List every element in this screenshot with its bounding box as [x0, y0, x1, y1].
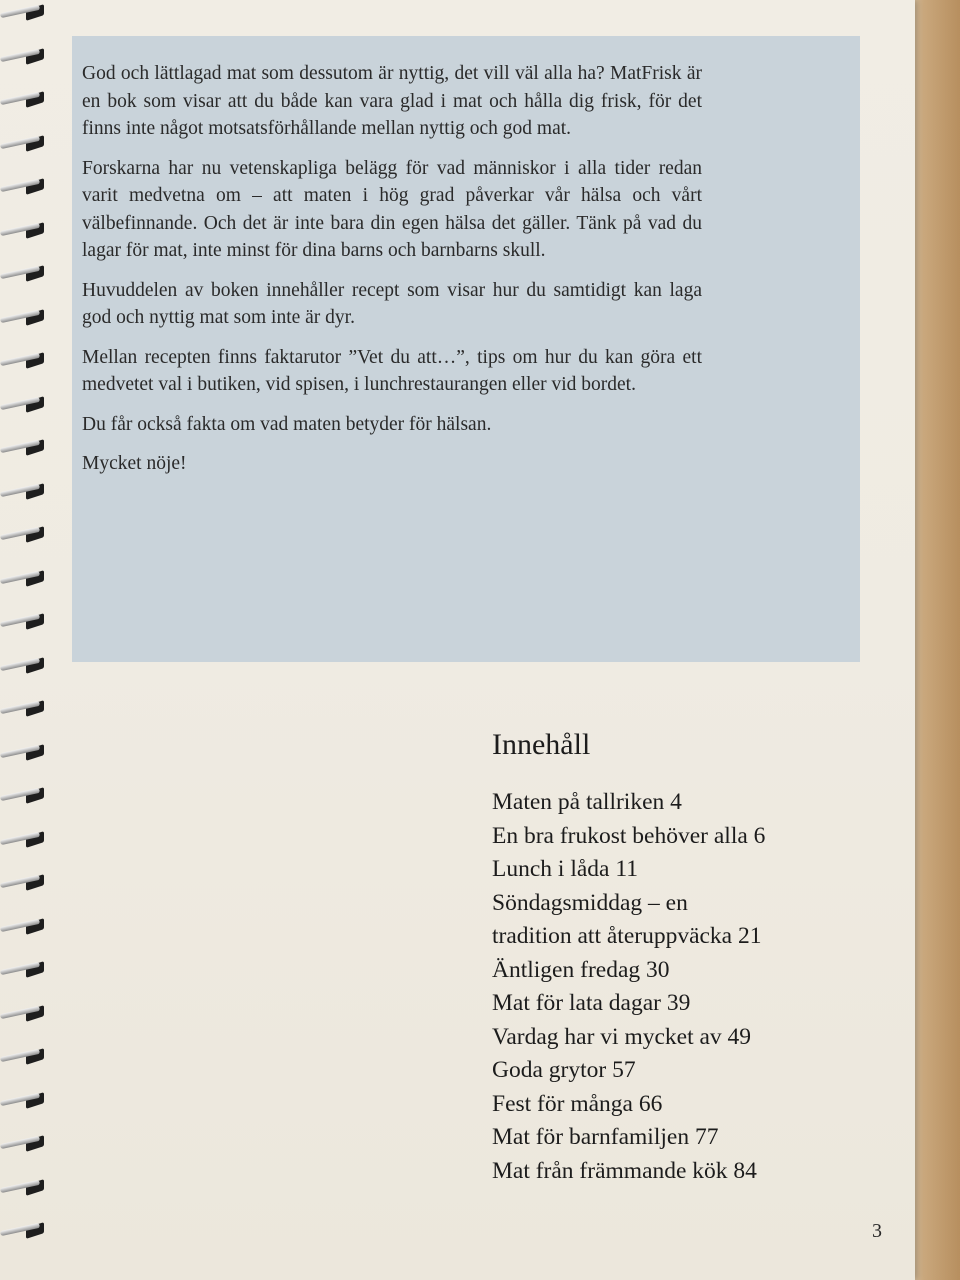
- spiral-coil: [0, 526, 46, 542]
- toc-list: [492, 786, 832, 1188]
- spiral-coil: [0, 1222, 46, 1238]
- spiral-coil: [0, 657, 46, 673]
- spiral-coil: [0, 787, 46, 803]
- intro-paragraph-1: God och lättlagad mat som dessutom är nyttig, det vill väl alla ha? MatFrisk är en bok som visar att du både kan vara glad i mat och hålla dig frisk, för det finns inte något motsatsförhållande mellan nyttig och god mat.: [82, 63, 702, 139]
- table-of-contents: [492, 726, 832, 1188]
- toc-item: Maten på tallriken 4: [492, 789, 682, 815]
- spiral-coil: [0, 309, 46, 325]
- intro-paragraph-4: Mellan recepten finns faktarutor ”Vet du att…”, tips om hur du kan göra ett medvetet val i butiken, vid spisen, i lunchrestaurangen eller vid bordet.: [82, 346, 702, 395]
- toc-item: Lunch i låda 11: [492, 856, 638, 882]
- spiral-coil: [0, 135, 46, 151]
- spiral-coil: [0, 744, 46, 760]
- spiral-coil: [0, 918, 46, 934]
- spiral-coil: [0, 961, 46, 977]
- page-number: 3: [872, 1220, 882, 1242]
- intro-text: [82, 60, 702, 490]
- toc-item: Fest för många 66: [492, 1090, 663, 1117]
- toc-item: Mat för lata dagar 39: [492, 990, 691, 1016]
- toc-item: Söndagsmiddag – en: [492, 889, 688, 916]
- spiral-coil: [0, 613, 46, 629]
- spiral-coil: [0, 483, 46, 499]
- spiral-coil: [0, 874, 46, 890]
- spiral-coil: [0, 570, 46, 586]
- toc-item: Goda grytor 57: [492, 1057, 636, 1083]
- intro-paragraph-5: Du får också fakta om vad maten betyder för hälsan.: [82, 413, 492, 435]
- toc-item: Mat för barnfamiljen 77: [492, 1124, 719, 1150]
- spiral-coil: [0, 1005, 46, 1021]
- toc-item: tradition att återuppväcka 21: [492, 923, 762, 949]
- spiral-coil: [0, 1135, 46, 1151]
- spiral-coil: [0, 91, 46, 107]
- spiral-coil: [0, 4, 46, 20]
- spiral-coil: [0, 48, 46, 64]
- spiral-coil: [0, 1048, 46, 1064]
- toc-title: Innehåll: [492, 728, 591, 761]
- spiral-coil: [0, 178, 46, 194]
- intro-closing: Mycket nöje!: [82, 453, 187, 474]
- spiral-coil: [0, 1092, 46, 1108]
- spiral-coil: [0, 700, 46, 716]
- spiral-coil: [0, 1179, 46, 1195]
- toc-item: Äntligen fredag 30: [492, 956, 670, 983]
- toc-item: Mat från främmande kök 84: [492, 1157, 757, 1184]
- spiral-binding: [0, 0, 60, 1280]
- toc-item: Vardag har vi mycket av 49: [492, 1023, 752, 1050]
- spiral-coil: [0, 831, 46, 847]
- spiral-coil: [0, 222, 46, 238]
- spiral-coil: [0, 265, 46, 281]
- intro-paragraph-3: Huvuddelen av boken innehåller recept som visar hur du samtidigt kan laga god och nyttig mat som inte är dyr.: [82, 279, 702, 328]
- spiral-coil: [0, 396, 46, 412]
- toc-item: En bra frukost behöver alla 6: [492, 822, 766, 849]
- spiral-coil: [0, 352, 46, 368]
- intro-paragraph-2: Forskarna har nu vetenskapliga belägg för vad människor i alla tider redan varit medvetna om – att maten i hög grad påverkar vår hälsa och vårt välbefinnande. Och det är inte bara din egen hälsa det gäller. Tänk på vad du lagar för mat, inte minst för dina barns och barnbarns skull.: [82, 157, 702, 261]
- spiral-coil: [0, 439, 46, 455]
